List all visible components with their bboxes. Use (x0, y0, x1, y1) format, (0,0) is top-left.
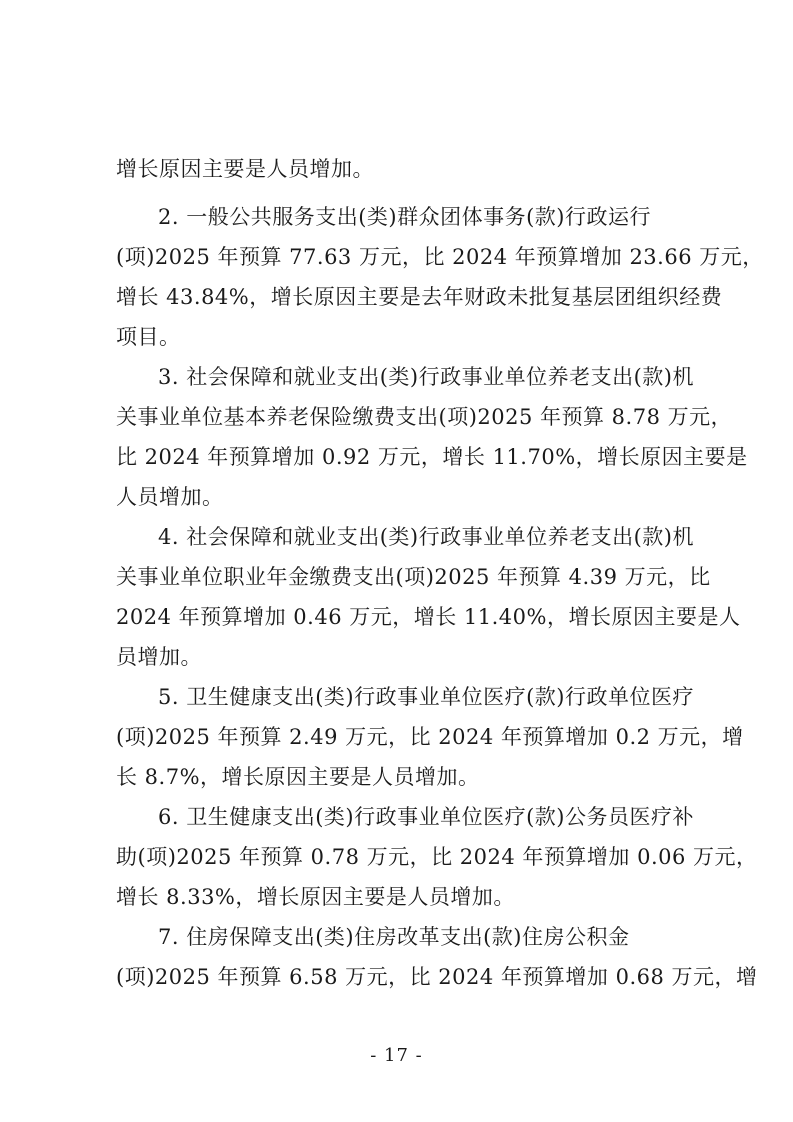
text-line-2: 2. 一般公共服务支出(类)群众团体事务(款)行政运行 (158, 205, 651, 229)
text-line-15: (项)2025 年预算 2.49 万元，比 2024 年预算增加 0.2 万元，增 (116, 725, 744, 749)
text-line-18: 助(项)2025 年预算 0.78 万元，比 2024 年预算增加 0.06 万元， (116, 845, 758, 869)
text-line-11: 关事业单位职业年金缴费支出(项)2025 年预算 4.39 万元，比 (116, 565, 711, 589)
page-number: - 17 - (370, 1045, 423, 1066)
text-line-21: (项)2025 年预算 6.58 万元，比 2024 年预算增加 0.68 万元，增 (116, 965, 758, 989)
text-line-13: 员增加。 (116, 645, 202, 669)
text-line-5: 项目。 (116, 325, 181, 349)
text-line-7: 关事业单位基本养老保险缴费支出(项)2025 年预算 8.78 万元， (116, 405, 733, 429)
text-line-19: 增长 8.33%，增长原因主要是人员增加。 (116, 885, 515, 909)
text-line-14: 5. 卫生健康支出(类)行政事业单位医疗(款)行政单位医疗 (158, 685, 694, 709)
text-line-6: 3. 社会保障和就业支出(类)行政事业单位养老支出(款)机 (158, 365, 694, 389)
text-line-16: 长 8.7%，增长原因主要是人员增加。 (116, 765, 480, 789)
text-line-1: 增长原因主要是人员增加。 (116, 157, 374, 181)
text-line-9: 人员增加。 (116, 485, 224, 509)
text-line-17: 6. 卫生健康支出(类)行政事业单位医疗(款)公务员医疗补 (158, 805, 694, 829)
text-line-12: 2024 年预算增加 0.46 万元，增长 11.40%，增长原因主要是人 (116, 605, 741, 629)
text-line-3: (项)2025 年预算 77.63 万元，比 2024 年预算增加 23.66 万元， (116, 245, 764, 269)
text-line-4: 增长 43.84%，增长原因主要是去年财政未批复基层团组织经费 (116, 285, 723, 309)
text-line-8: 比 2024 年预算增加 0.92 万元，增长 11.70%，增长原因主要是 (116, 445, 748, 469)
text-line-20: 7. 住房保障支出(类)住房改革支出(款)住房公积金 (158, 925, 630, 949)
text-line-10: 4. 社会保障和就业支出(类)行政事业单位养老支出(款)机 (158, 525, 694, 549)
